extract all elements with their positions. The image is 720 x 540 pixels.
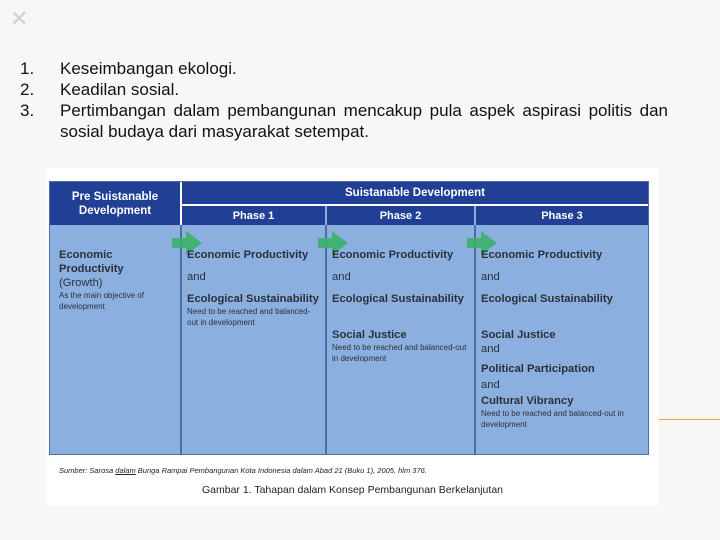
phase1-eco: Ecological Sustainability [187,293,319,305]
list-number: 1. [20,59,35,78]
list-text: Keseimbangan ekologi. [60,59,237,78]
development-phases-diagram [49,181,649,455]
list-item [20,79,668,100]
header-pre-sustainable: Pre Suistanable Development [50,182,182,225]
column-divider [180,225,182,454]
list-number: 2. [20,80,35,99]
phase3-econ: Economic Productivity [481,249,603,261]
phase3-social: Social Justice [481,329,556,341]
pre-column [59,248,177,312]
figure-card [47,168,658,506]
decorative-line [659,419,720,420]
phase2-and: and [332,271,351,283]
figure-source [59,466,427,475]
phase3-and-3: and [481,379,500,391]
source-rest: Bunga Rampai Pembangunan Kota Indonesia dalam Abad 21 (Buku 1), 2005, hlm 376. [135,466,427,475]
phase3-and: and [481,271,500,283]
numbered-list [20,58,668,142]
phase-2-column [332,248,470,364]
header-phase-1: Phase 1 [182,206,325,225]
phase1-note: Need to be reached and balanced-out in development [187,307,311,327]
phase3-and-2: and [481,343,500,355]
list-item [20,100,668,142]
phase-1-column [187,248,321,328]
header-sustainable-development: Suistanable Development [182,182,648,206]
phase1-econ: Economic Productivity [187,249,309,261]
phase3-note: Need to be reached and balanced-out in development [481,409,624,429]
figure-caption: Gambar 1. Tahapan dalam Konsep Pembangunan Berkelanjutan [201,484,503,496]
header-phase-2: Phase 2 [327,206,474,225]
phase2-eco: Ecological Sustainability [332,293,464,305]
column-divider [325,225,327,454]
header-phase-3: Phase 3 [476,206,648,225]
phase2-note: Need to be reached and balanced-out in development [332,343,467,363]
phase3-political: Political Participation [481,363,595,375]
phase-3-column [481,248,643,430]
list-text: Pertimbangan dalam pembangunan mencakup pula aspek aspirasi politis dan sosial budaya dari masyarakat setempat. [60,101,668,141]
column-divider [474,225,476,454]
phase3-culture: Cultural Vibrancy [481,395,574,407]
source-dalam: dalam [115,466,136,475]
phase2-social: Social Justice [332,329,407,341]
corner-decoration-icon: ✕ [10,6,29,31]
list-number: 3. [20,101,35,120]
pre-subtitle: (Growth) [59,277,103,289]
list-text: Keadilan sosial. [60,80,180,99]
pre-note: As the main objective of development [59,291,144,311]
phase3-eco: Ecological Sustainability [481,293,613,305]
source-prefix: Sumber: Sarosa [59,466,116,475]
phase2-econ: Economic Productivity [332,249,454,261]
phase1-and: and [187,271,206,283]
pre-title: Economic Productivity [59,249,124,275]
list-item [20,58,668,79]
